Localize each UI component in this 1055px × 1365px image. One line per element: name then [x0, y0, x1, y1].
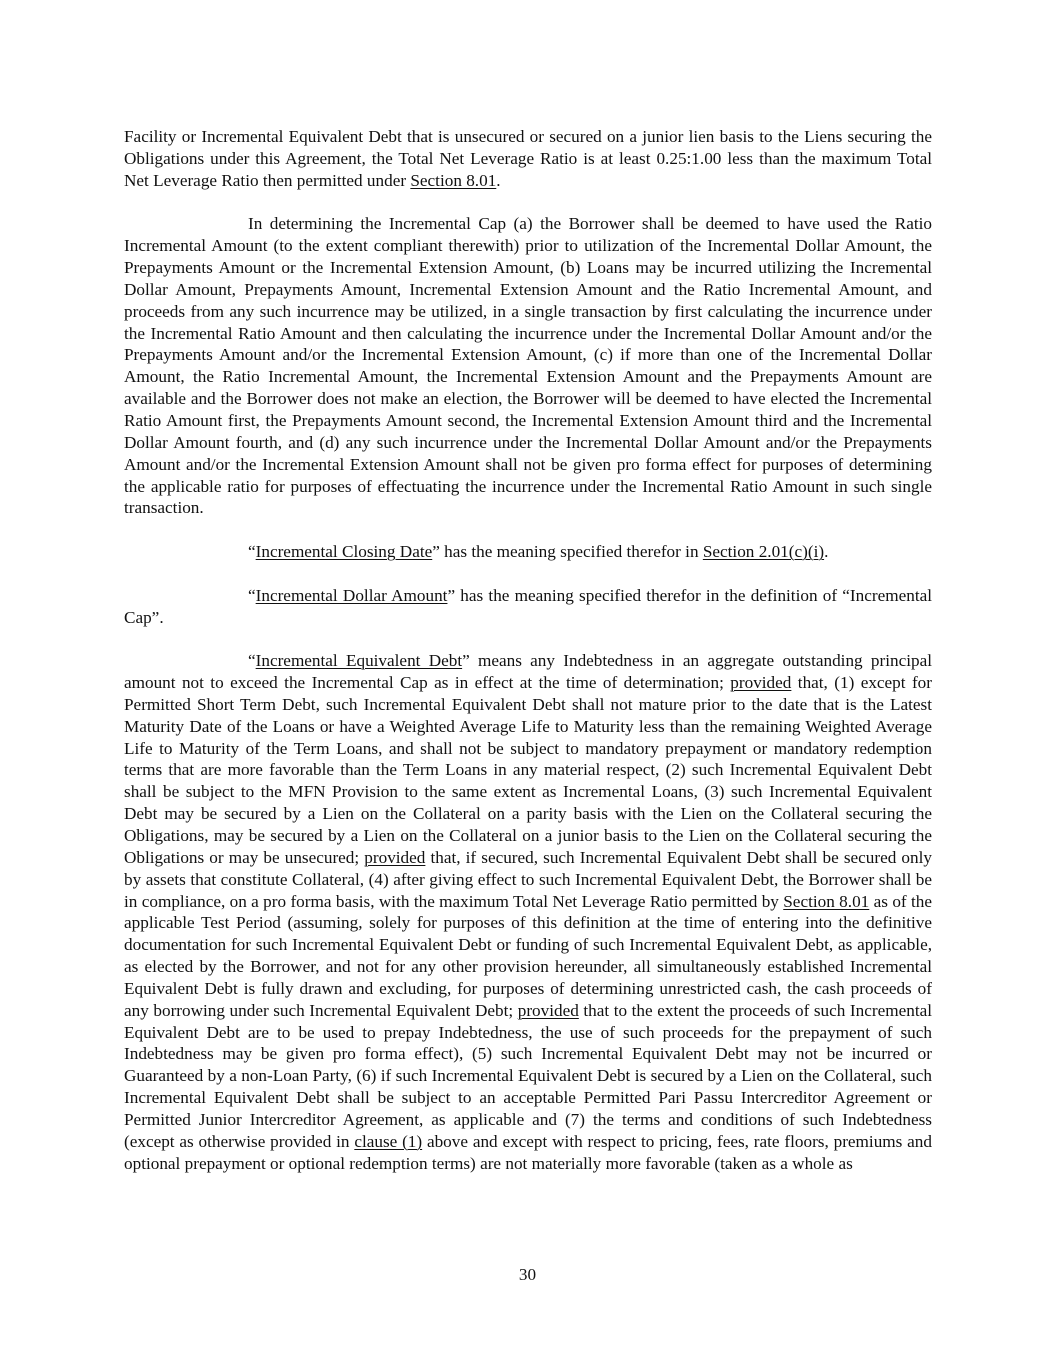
- page-number: 30: [518, 1265, 537, 1284]
- paragraph-text: In determining the Incremental Cap (a) the Borrower shall be deemed to have used the Ratio Incremental Amount (to the extent compliant therewith) prior to utilization of the Incremental Dollar Amount, the Prepayments Amount or the Incremental Extension Amount, (b) Loans may be incurred utilizing the Incremental Dollar Amount, Prepayments Amount, Incremental Extension Amount and the Ratio Incremental Amount, and proceeds from any such incurrence may be utilized, in a single transaction by first calculating the incurrence under the Incremental Ratio Amount and then calculating the incurrence under the Incremental Dollar Amount and/or the Prepayments Amount and/or the Incremental Extension Amount, (c) if more than one of the Incremental Dollar Amount, the Ratio Incremental Amount, the Incremental Extension Amount and the Prepayments Amount are available and the Borrower does not make an election, the Borrower will be deemed to have elected the Incremental Ratio Amount first, the Prepayments Amount second, the Incremental Extension Amount third and the Incremental Dollar Amount fourth, and (d) any such incurrence under the Incremental Dollar Amount and/or the Prepayments Amount and/or the Incremental Extension Amount shall not be given pro forma effect for purposes of determining the applicable ratio for purposes of effectuating the incurrence under the Incremental Ratio Amount in such single transaction.: [124, 214, 932, 518]
- definition-text: that to the extent the proceeds of such Incremental Equivalent Debt are to be used to prepay Indebtedness, the use of such proceeds for the prepayment of such Indebtedness may be given pro forma effect), (5) such Incremental Equivalent Debt may not be incurred or Guaranteed by a non-Loan Party, (6) if such Incremental Equivalent Debt is secured by a Lien on the Collateral, such Incremental Equivalent Debt shall be subject to an acceptable Permitted Pari Passu Intercreditor Agreement or Permitted Junior Intercreditor Agreement, as applicable and (7) the terms and conditions of such Indebtedness (except as otherwise provided in: [124, 1000, 932, 1151]
- quote-mark: “: [248, 651, 256, 671]
- proviso-term: provided: [730, 673, 792, 693]
- quote-mark: “: [248, 585, 256, 605]
- proviso-term: provided: [517, 1000, 579, 1020]
- document-body: [124, 126, 932, 1196]
- definition-text: as of the applicable Test Period (assuming, solely for purposes of this definition at the time of entering into the definitive documentation for such Incremental Equivalent Debt or funding of such Incremental Equivalent Debt, as applicable, as elected by the Borrower, and not for any other provision hereunder, all simultaneously established Incremental Equivalent Debt is fully drawn and excluding, for purposes of determining unrestricted cash, the cash proceeds of any borrowing under such Incremental Equivalent Debt;: [124, 891, 933, 1020]
- section-reference: Section 2.01(c)(i): [702, 542, 825, 562]
- paragraph-incremental-cap-determination: [124, 213, 932, 519]
- paragraph-text: Facility or Incremental Equivalent Debt that is unsecured or secured on a junior lien basis to the Liens securing the Obligations under this Agreement, the Total Net Leverage Ratio is at least 0.25:1.00 less than the maximum Total Net Leverage Ratio then permitted under: [124, 127, 932, 190]
- definition-text: ” has the meaning specified therefor in: [432, 542, 703, 562]
- section-reference: Section 8.01: [783, 891, 870, 911]
- quote-mark: “: [248, 542, 256, 562]
- definition-incremental-closing-date: [124, 541, 932, 563]
- defined-term: Incremental Closing Date: [255, 542, 433, 562]
- paragraph-text: .: [496, 170, 501, 190]
- definition-text: .: [824, 542, 829, 562]
- definition-text: ” means any Indebtedness in an aggregate outstanding principal amount not to exceed the Incremental Cap as in effect at the time of determination;: [124, 651, 932, 693]
- section-reference: Section 8.01: [410, 170, 497, 190]
- defined-term: Incremental Equivalent Debt: [255, 651, 463, 671]
- definition-text: ” has the meaning specified therefor in the definition of “Incremental Cap”.: [124, 585, 932, 627]
- paragraph-continued: [124, 126, 932, 192]
- definition-incremental-dollar-amount: [124, 585, 932, 629]
- clause-reference: clause (1): [354, 1131, 423, 1151]
- proviso-term: provided: [364, 847, 426, 867]
- defined-term: Incremental Dollar Amount: [255, 585, 448, 605]
- definition-incremental-equivalent-debt: [124, 650, 932, 1174]
- definition-text: that, if secured, such Incremental Equivalent Debt shall be secured only by assets that constitute Collateral, (4) after giving effect to such Incremental Equivalent Debt, the Borrower shall be in compliance, on a pro forma basis, with the maximum Total Net Leverage Ratio permitted by: [124, 847, 932, 911]
- definition-text: that, (1) except for Permitted Short Term Debt, such Incremental Equivalent Debt shall not mature prior to the date that is the Latest Maturity Date of the Loans or have a Weighted Average Life to Maturity less than the remaining Weighted Average Life to Maturity of the Term Loans, and shall not be subject to mandatory prepayment or mandatory redemption terms that are more favorable than the Term Loans in any material respect, (2) such Incremental Equivalent Debt shall be subject to the MFN Provision to the same extent as Incremental Loans, (3) such Incremental Equivalent Debt may be secured by a Lien on the Collateral on a parity basis with the Lien on the Collateral securing the Obligations, may be secured by a Lien on the Collateral on a junior basis to the Lien on the Collateral securing the Obligations or may be unsecured;: [124, 673, 932, 867]
- definition-text: above and except with respect to pricing, fees, rate floors, premiums and optional prepayment or optional redemption terms) are not materially more favorable (taken as a whole as: [124, 1131, 932, 1173]
